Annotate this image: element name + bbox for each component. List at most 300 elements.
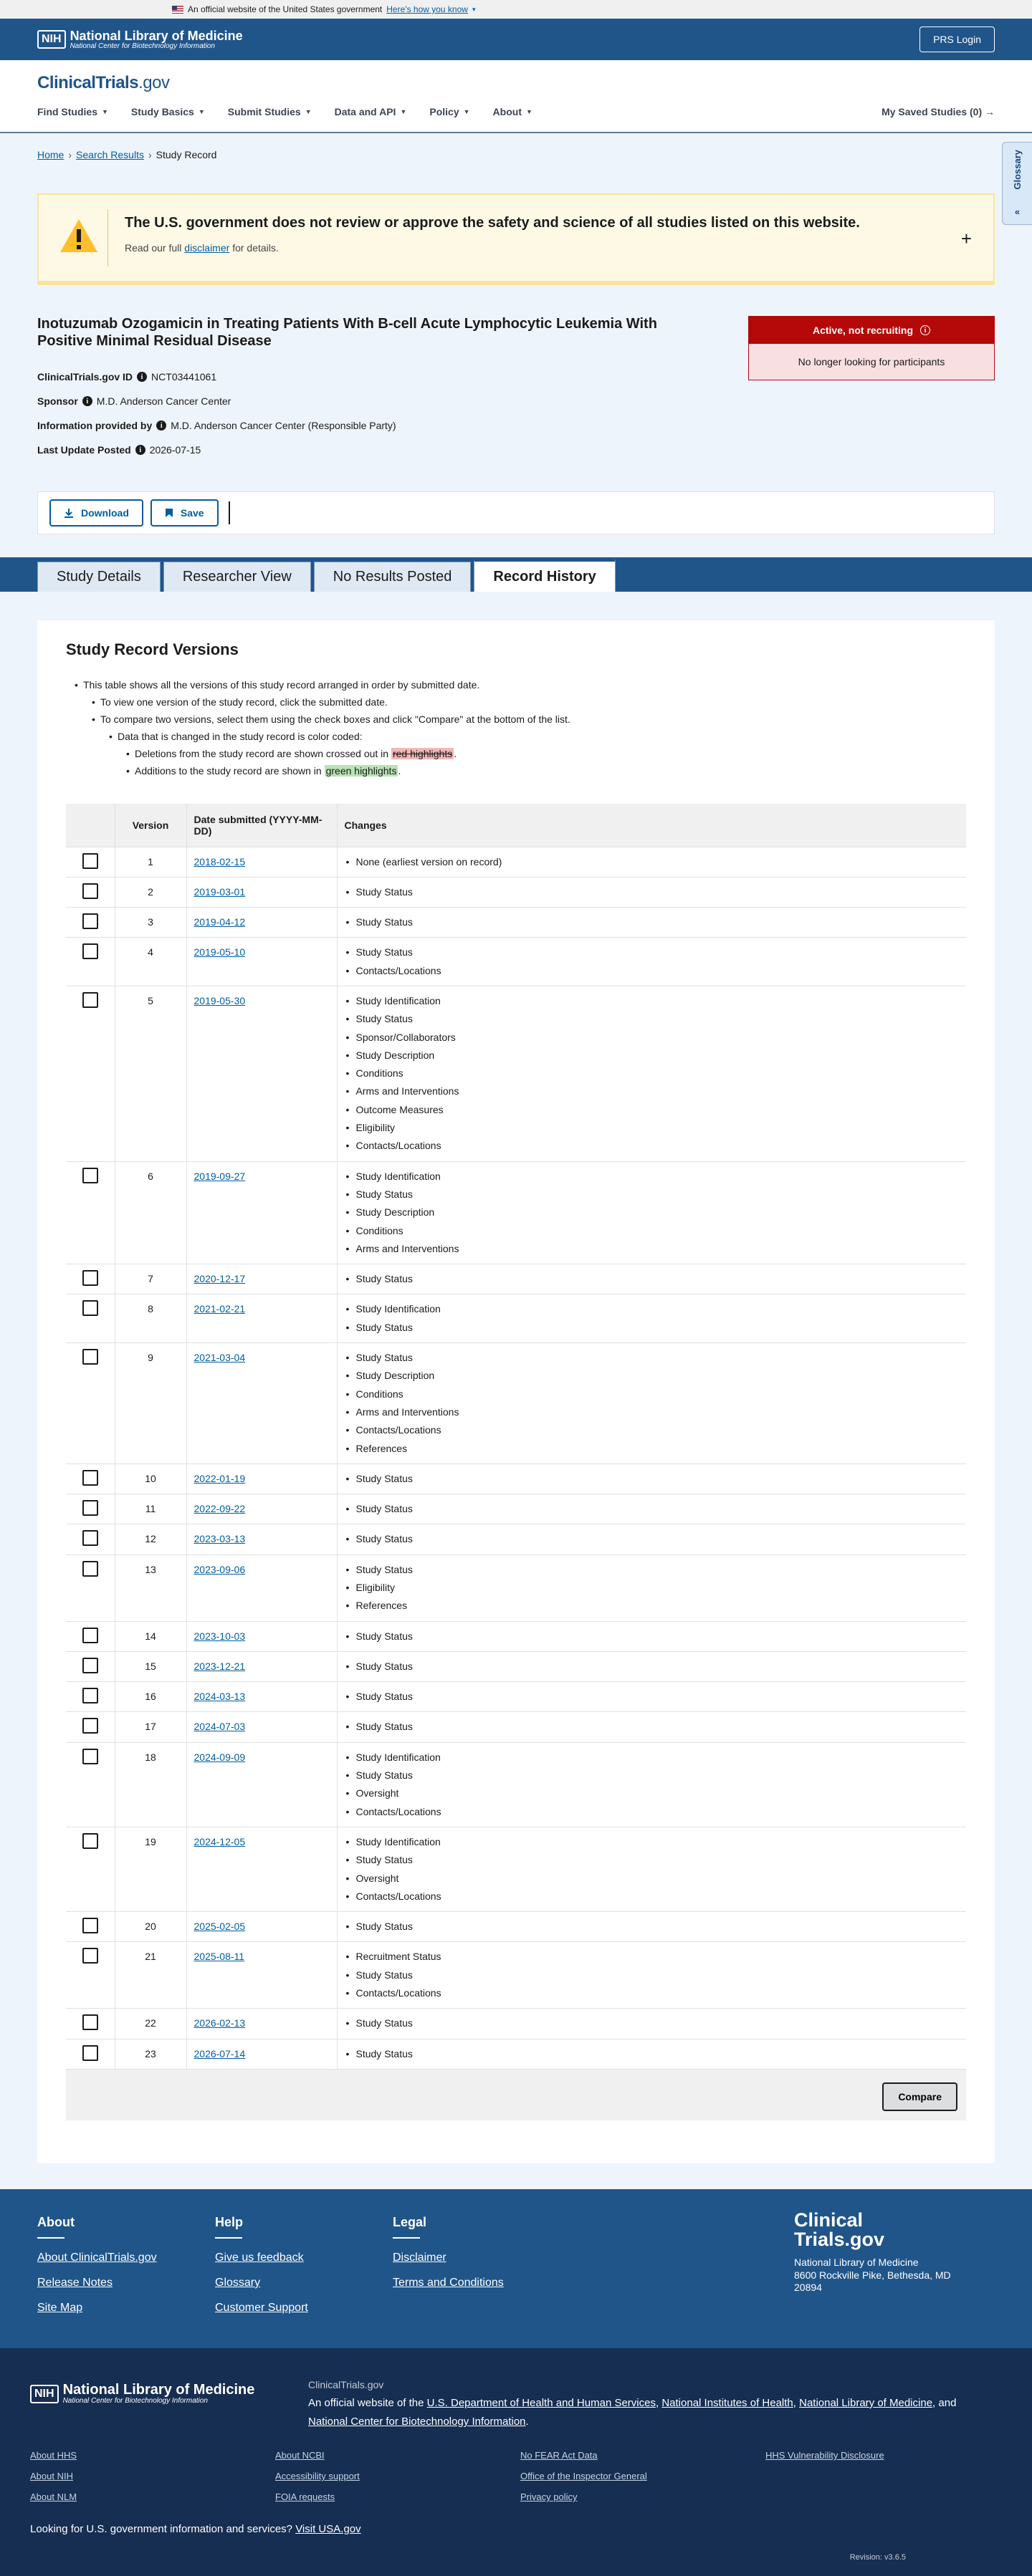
warning-icon: [59, 218, 99, 254]
save-label: Save: [180, 507, 204, 519]
official-pre: An official website of the: [308, 2397, 424, 2409]
version-checkbox[interactable]: [82, 1300, 98, 1316]
breadcrumb: [37, 149, 216, 160]
status-badge: [749, 317, 994, 344]
table-row: [66, 1912, 966, 1942]
changes-list: [345, 1561, 960, 1615]
version-date-link[interactable]: 2019-03-01: [194, 885, 246, 898]
record-history-panel: [37, 620, 995, 2163]
changes-list: [345, 2045, 960, 2063]
change-item: • Contacts/Locations: [345, 962, 960, 980]
agency-link[interactable]: About HHS: [30, 2450, 77, 2461]
date-cell: [186, 1264, 337, 1294]
prs-login-button[interactable]: PRS Login: [919, 27, 995, 52]
change-item: • Study Identification: [345, 1833, 960, 1851]
change-item: • Study Status: [345, 2045, 960, 2063]
footer-link[interactable]: Customer Support: [215, 2302, 308, 2314]
usa-gov-line: [30, 2523, 361, 2535]
changes-list: [345, 943, 960, 980]
info-icon[interactable]: i: [920, 325, 930, 335]
version-date-link[interactable]: 2026-07-14: [194, 2047, 246, 2060]
version-checkbox[interactable]: [82, 1470, 98, 1486]
version-date-link[interactable]: 2019-05-10: [194, 946, 246, 958]
change-item: • Oversight: [345, 1870, 960, 1888]
version-checkbox[interactable]: [82, 1500, 98, 1516]
breadcrumb-home[interactable]: Home: [37, 149, 64, 160]
change-item: • Conditions: [345, 1385, 960, 1403]
changes-list: [345, 1948, 960, 2002]
changes-cell: [337, 1524, 966, 1554]
version-checkbox[interactable]: [82, 1658, 98, 1673]
version-number: 7: [115, 1264, 186, 1294]
version-number: 3: [115, 908, 186, 938]
select-cell: [66, 938, 115, 986]
changes-list: [345, 1530, 960, 1548]
change-item: • Study Status: [345, 1688, 960, 1706]
version-checkbox[interactable]: [82, 1749, 98, 1764]
info-icon[interactable]: i: [82, 396, 92, 406]
change-item: • Study Status: [345, 1010, 960, 1028]
change-item: • Eligibility: [345, 1119, 960, 1137]
select-cell: [66, 1942, 115, 2009]
nav-label: Find Studies: [37, 106, 97, 117]
change-item: • Conditions: [345, 1064, 960, 1082]
info-provided-row: [37, 420, 396, 431]
saved-label: My Saved Studies (0): [882, 106, 983, 117]
change-item: • References: [345, 1440, 960, 1458]
version-number: 13: [115, 1554, 186, 1621]
version-number: 17: [115, 1712, 186, 1742]
change-item: • Study Status: [345, 1530, 960, 1548]
change-item: • Study Status: [345, 1966, 960, 1984]
usa-pre: Looking for U.S. government information and services?: [30, 2523, 293, 2535]
version-date-link[interactable]: 2024-12-05: [194, 1835, 246, 1847]
change-item: • Study Status: [345, 943, 960, 961]
ncbi-link[interactable]: National Center for Biotechnology Information: [308, 2416, 526, 2428]
header-date: Date submitted (YYYY-MM-DD): [186, 804, 337, 847]
download-icon: [64, 508, 74, 518]
breadcrumb-current: Study Record: [156, 149, 217, 160]
version-date-link[interactable]: 2021-02-21: [194, 1303, 246, 1315]
changes-list: [345, 1500, 960, 1518]
version-number: 4: [115, 938, 186, 986]
changes-cell: [337, 1343, 966, 1464]
table-row: [66, 1651, 966, 1681]
date-cell: [186, 1942, 337, 2009]
nav-study-basics[interactable]: [131, 106, 205, 117]
table-row: [66, 2009, 966, 2039]
last-update-row: [37, 444, 201, 456]
versions-body: [66, 847, 966, 2069]
changes-list: [345, 883, 960, 901]
date-cell: [186, 1343, 337, 1464]
select-cell: [66, 1554, 115, 1621]
status-note: No longer looking for participants: [749, 344, 994, 380]
info-icon[interactable]: i: [137, 372, 147, 382]
version-date-link[interactable]: 2019-09-27: [194, 1170, 246, 1182]
official-text: An official website of the U.S. Department of Health and Human Services, National Institutes of Health, National Library of Medicine, and National Center for Biotechnology Information.: [308, 2397, 957, 2428]
change-item: • Sponsor/Collaborators: [345, 1029, 960, 1047]
version-date-link[interactable]: 2025-08-11: [194, 1951, 245, 1963]
download-button[interactable]: [49, 499, 143, 527]
version-date-link[interactable]: 2023-09-06: [194, 1563, 246, 1575]
date-cell: [186, 1524, 337, 1554]
version-date-link[interactable]: 2019-04-12: [194, 916, 246, 928]
tab-study-details[interactable]: Study Details: [37, 562, 161, 592]
select-cell: [66, 1161, 115, 1264]
table-row: [66, 1942, 966, 2009]
change-item: • Conditions: [345, 1222, 960, 1240]
note-item: • To view one version of the study record, click the submitted date.: [100, 693, 570, 711]
bookmark-icon: [165, 508, 173, 518]
chevron-down-icon[interactable]: ▾: [472, 5, 476, 13]
agency-link[interactable]: About NLM: [30, 2491, 77, 2502]
nih-link[interactable]: National Institutes of Health: [661, 2397, 793, 2409]
study-tabs: [0, 557, 1032, 592]
version-date-link[interactable]: 2023-12-21: [194, 1660, 246, 1672]
version-date-link[interactable]: 2023-10-03: [194, 1630, 246, 1642]
table-row: [66, 1294, 966, 1343]
changes-list: [345, 1168, 960, 1258]
change-item: • Arms and Interventions: [345, 1240, 960, 1258]
note-text: Additions to the study record are shown in: [135, 765, 322, 777]
changes-cell: [337, 1464, 966, 1494]
site-name: ClinicalTrials.gov: [308, 2379, 384, 2390]
nlm-title: National Library of Medicine: [70, 28, 243, 43]
changes-cell: [337, 1621, 966, 1651]
version-number: 18: [115, 1742, 186, 1827]
date-cell: [186, 1742, 337, 1827]
note-text: .: [454, 748, 457, 759]
agency-link[interactable]: About NCBI: [275, 2450, 325, 2461]
change-item: • Study Status: [345, 1319, 960, 1337]
version-number: 22: [115, 2009, 186, 2039]
double-chevron-left-icon: «: [1014, 206, 1021, 217]
actions-divider: [229, 501, 230, 524]
change-item: • Study Status: [345, 1500, 960, 1518]
nav-find-studies[interactable]: [37, 106, 108, 117]
version-checkbox[interactable]: [82, 1168, 98, 1183]
date-cell: [186, 1712, 337, 1742]
change-item: • Arms and Interventions: [345, 1403, 960, 1421]
table-row: [66, 1161, 966, 1264]
change-item: • Study Status: [345, 1349, 960, 1367]
version-number: 16: [115, 1682, 186, 1712]
chevron-down-icon: ▼: [463, 108, 470, 115]
chevron-down-icon: ▼: [400, 108, 407, 115]
empty-cell: [765, 2471, 1010, 2481]
logo-part-a: ClinicalTrials: [37, 73, 139, 92]
version-checkbox[interactable]: [82, 1833, 98, 1849]
changes-list: [345, 913, 960, 931]
hhs-link[interactable]: U.S. Department of Health and Human Services: [426, 2397, 656, 2409]
version-checkbox[interactable]: [82, 1530, 98, 1546]
change-item: • Contacts/Locations: [345, 1137, 960, 1155]
agency-link[interactable]: Office of the Inspector General: [520, 2471, 647, 2481]
footer-underline: [393, 2237, 420, 2239]
select-cell: [66, 1343, 115, 1464]
sponsor-value: M.D. Anderson Cancer Center: [96, 395, 231, 407]
nav-label: Policy: [429, 106, 459, 117]
version-checkbox[interactable]: [82, 2014, 98, 2030]
clinicaltrials-logo[interactable]: [37, 73, 169, 93]
header-select: [66, 804, 115, 847]
changes-cell: [337, 1742, 966, 1827]
version-number: 14: [115, 1621, 186, 1651]
nav-policy[interactable]: [429, 106, 469, 117]
date-cell: [186, 877, 337, 907]
version-date-link[interactable]: 2019-05-30: [194, 994, 246, 1006]
footer-link[interactable]: Terms and Conditions: [393, 2277, 504, 2289]
glossary-tab[interactable]: [1002, 142, 1032, 225]
info-icon[interactable]: i: [156, 420, 166, 431]
chevron-right-icon: ›: [148, 149, 152, 160]
version-checkbox[interactable]: [82, 1948, 98, 1964]
version-number: 10: [115, 1464, 186, 1494]
changes-cell: [337, 1942, 966, 2009]
download-label: Download: [81, 507, 129, 519]
footer-underline: [37, 2237, 64, 2239]
date-cell: [186, 1494, 337, 1524]
change-item: • Contacts/Locations: [345, 1421, 960, 1439]
changes-cell: [337, 1651, 966, 1681]
table-header-row: [66, 804, 966, 847]
official-and: and: [938, 2397, 957, 2409]
chevron-down-icon: ▼: [198, 108, 205, 115]
usa-gov-link[interactable]: Visit USA.gov: [295, 2523, 361, 2535]
tab-record-history[interactable]: Record History: [474, 559, 615, 592]
revision-label: Revision: v3.6.5: [849, 2553, 906, 2562]
footer-link[interactable]: Glossary: [215, 2277, 261, 2289]
study-title: Inotuzumab Ozogamicin in Treating Patients With B-cell Acute Lymphocytic Leukemia With Positive Minimal Residual Disease: [37, 316, 657, 349]
change-item: • Study Status: [345, 2014, 960, 2032]
version-checkbox[interactable]: [82, 992, 98, 1008]
version-date-link[interactable]: 2024-07-03: [194, 1721, 246, 1733]
empty-cell: [765, 2491, 1010, 2502]
versions-table: [66, 804, 966, 2069]
study-id-row: [37, 371, 216, 383]
gov-banner: [0, 0, 1032, 19]
footer-link[interactable]: Give us feedback: [215, 2251, 304, 2264]
version-date-link[interactable]: 2020-12-17: [194, 1273, 246, 1285]
agency-link[interactable]: No FEAR Act Data: [520, 2450, 598, 2461]
footer-link[interactable]: About ClinicalTrials.gov: [37, 2251, 157, 2264]
table-row: [66, 1742, 966, 1827]
nav-about[interactable]: [493, 106, 532, 117]
tab-researcher-view[interactable]: Researcher View: [163, 562, 311, 592]
version-number: 15: [115, 1651, 186, 1681]
tab-no-results-posted[interactable]: No Results Posted: [314, 562, 472, 592]
breadcrumb-search-results[interactable]: Search Results: [76, 149, 144, 160]
footer-link[interactable]: Release Notes: [37, 2277, 113, 2289]
changes-cell: [337, 1494, 966, 1524]
select-cell: [66, 1742, 115, 1827]
version-checkbox[interactable]: [82, 2045, 98, 2061]
my-saved-studies-link[interactable]: [882, 106, 995, 117]
table-row: [66, 1464, 966, 1494]
version-date-link[interactable]: 2024-03-13: [194, 1691, 246, 1703]
info-icon[interactable]: i: [135, 445, 145, 455]
change-item: • Study Identification: [345, 1749, 960, 1767]
version-checkbox[interactable]: [82, 943, 98, 959]
version-number: 5: [115, 986, 186, 1161]
chevron-down-icon: ▼: [305, 108, 312, 115]
select-cell: [66, 847, 115, 877]
study-id: NCT03441061: [151, 371, 217, 383]
changes-cell: [337, 986, 966, 1161]
nlm-logo[interactable]: [30, 2383, 254, 2405]
change-item: • Study Status: [345, 1270, 960, 1288]
date-cell: [186, 1161, 337, 1264]
version-checkbox[interactable]: [82, 1349, 98, 1365]
version-checkbox[interactable]: [82, 1270, 98, 1286]
select-cell: [66, 1827, 115, 1911]
changes-cell: [337, 1712, 966, 1742]
version-date-link[interactable]: 2025-02-05: [194, 1921, 246, 1933]
disclaimer-title: The U.S. government does not review or approve the safety and science of all studies listed on this website.: [125, 215, 860, 231]
changes-list: [345, 1658, 960, 1676]
agency-link[interactable]: FOIA requests: [275, 2491, 335, 2502]
version-date-link[interactable]: 2026-02-13: [194, 2017, 246, 2029]
changes-cell: [337, 1294, 966, 1343]
changes-list: [345, 1300, 960, 1337]
change-item: • Study Status: [345, 1851, 960, 1869]
version-date-link[interactable]: 2024-09-09: [194, 1751, 246, 1763]
select-cell: [66, 1494, 115, 1524]
version-date-link[interactable]: 2018-02-15: [194, 855, 246, 868]
date-cell: [186, 938, 337, 986]
change-item: • Recruitment Status: [345, 1948, 960, 1966]
disclaimer-post: for details.: [232, 242, 279, 254]
changes-list: [345, 1718, 960, 1736]
version-checkbox[interactable]: [82, 1688, 98, 1703]
version-date-link[interactable]: 2021-03-04: [194, 1352, 246, 1364]
select-cell: [66, 2009, 115, 2039]
date-cell: [186, 2009, 337, 2039]
select-cell: [66, 1682, 115, 1712]
version-number: 20: [115, 1912, 186, 1942]
change-item: • Study Identification: [345, 1168, 960, 1186]
nih-badge: NIH: [30, 2385, 59, 2403]
select-cell: [66, 1264, 115, 1294]
plus-icon[interactable]: +: [960, 228, 972, 249]
logo-part-b: .gov: [138, 73, 170, 92]
changes-cell: [337, 1264, 966, 1294]
select-cell: [66, 877, 115, 907]
version-checkbox[interactable]: [82, 1918, 98, 1933]
footer-link[interactable]: Disclaimer: [393, 2251, 446, 2264]
date-cell: [186, 1294, 337, 1343]
changes-cell: [337, 847, 966, 877]
changes-cell: [337, 877, 966, 907]
nav-data-and-api[interactable]: [335, 106, 407, 117]
version-checkbox[interactable]: [82, 853, 98, 869]
version-number: 6: [115, 1161, 186, 1264]
version-number: 12: [115, 1524, 186, 1554]
footer-logo-line1: Clinical: [794, 2209, 864, 2231]
version-date-link[interactable]: 2023-03-13: [194, 1533, 246, 1545]
agency-link[interactable]: Accessibility support: [275, 2471, 360, 2481]
chevron-down-icon: ▼: [102, 108, 108, 115]
select-cell: [66, 1294, 115, 1343]
date-cell: [186, 1912, 337, 1942]
change-item: • Study Status: [345, 1658, 960, 1676]
select-cell: [66, 1621, 115, 1651]
changes-cell: [337, 1554, 966, 1621]
version-checkbox[interactable]: [82, 1561, 98, 1577]
nlm-link[interactable]: National Library of Medicine: [799, 2397, 933, 2409]
select-cell: [66, 2039, 115, 2069]
status-label: Active, not recruiting: [812, 325, 914, 336]
agency-link[interactable]: HHS Vulnerability Disclosure: [765, 2450, 884, 2461]
table-row: [66, 1343, 966, 1464]
change-item: • Oversight: [345, 1784, 960, 1802]
table-row: [66, 1554, 966, 1621]
note-item: • To compare two versions, select them using the check boxes and click "Compare" at the bottom of the list.: [100, 711, 570, 728]
save-button[interactable]: [150, 499, 219, 527]
version-checkbox[interactable]: [82, 913, 98, 929]
changes-cell: [337, 1912, 966, 1942]
id-label: ClinicalTrials.gov ID: [37, 371, 133, 383]
nav-label: About: [492, 106, 522, 117]
heres-how-you-know-link[interactable]: Here's how you know: [386, 4, 468, 14]
compare-button[interactable]: Compare: [882, 2082, 957, 2111]
table-row: [66, 1494, 966, 1524]
header-changes: Changes: [337, 804, 966, 847]
header-version: Version: [115, 804, 186, 847]
agency-link[interactable]: About NIH: [30, 2471, 73, 2481]
site-header: [0, 60, 1032, 133]
agency-links: [30, 2450, 1010, 2502]
compare-row: [66, 2069, 966, 2120]
note-item: • Data that is changed in the study record is color coded:: [118, 728, 570, 745]
glossary-label: Glossary: [1012, 150, 1023, 190]
agency-link[interactable]: Privacy policy: [520, 2491, 578, 2502]
footer-logo: [794, 2211, 951, 2294]
version-date-link[interactable]: 2022-01-19: [194, 1472, 246, 1484]
version-checkbox[interactable]: [82, 1628, 98, 1643]
address-line: 8600 Rockville Pike, Bethesda, MD: [794, 2269, 951, 2281]
date-cell: [186, 847, 337, 877]
version-checkbox[interactable]: [82, 1718, 98, 1734]
version-number: 8: [115, 1294, 186, 1343]
nlm-logo[interactable]: [37, 29, 243, 50]
footer-legal: [393, 2215, 504, 2302]
nav-submit-studies[interactable]: [228, 106, 312, 117]
date-cell: [186, 1682, 337, 1712]
footer-about: [37, 2215, 157, 2327]
changes-list: [345, 2014, 960, 2032]
footer-link[interactable]: Site Map: [37, 2302, 83, 2314]
version-checkbox[interactable]: [82, 883, 98, 899]
nih-badge: NIH: [37, 30, 66, 49]
note-item: • This table shows all the versions of this study record arranged in order by submitted date.: [83, 676, 570, 693]
version-date-link[interactable]: 2022-09-22: [194, 1503, 246, 1515]
table-row: [66, 1712, 966, 1742]
info-value: M.D. Anderson Cancer Center (Responsible Party): [171, 420, 396, 431]
table-row: [66, 847, 966, 877]
site-footer: [0, 2189, 1032, 2348]
updated-label: Last Update Posted: [37, 444, 131, 456]
table-row: [66, 1524, 966, 1554]
changes-list: [345, 853, 960, 871]
disclaimer-link[interactable]: disclaimer: [184, 242, 230, 254]
changes-cell: [337, 908, 966, 938]
date-cell: [186, 1621, 337, 1651]
change-item: • Study Status: [345, 1561, 960, 1579]
select-cell: [66, 1651, 115, 1681]
sponsor-label: Sponsor: [37, 395, 78, 407]
